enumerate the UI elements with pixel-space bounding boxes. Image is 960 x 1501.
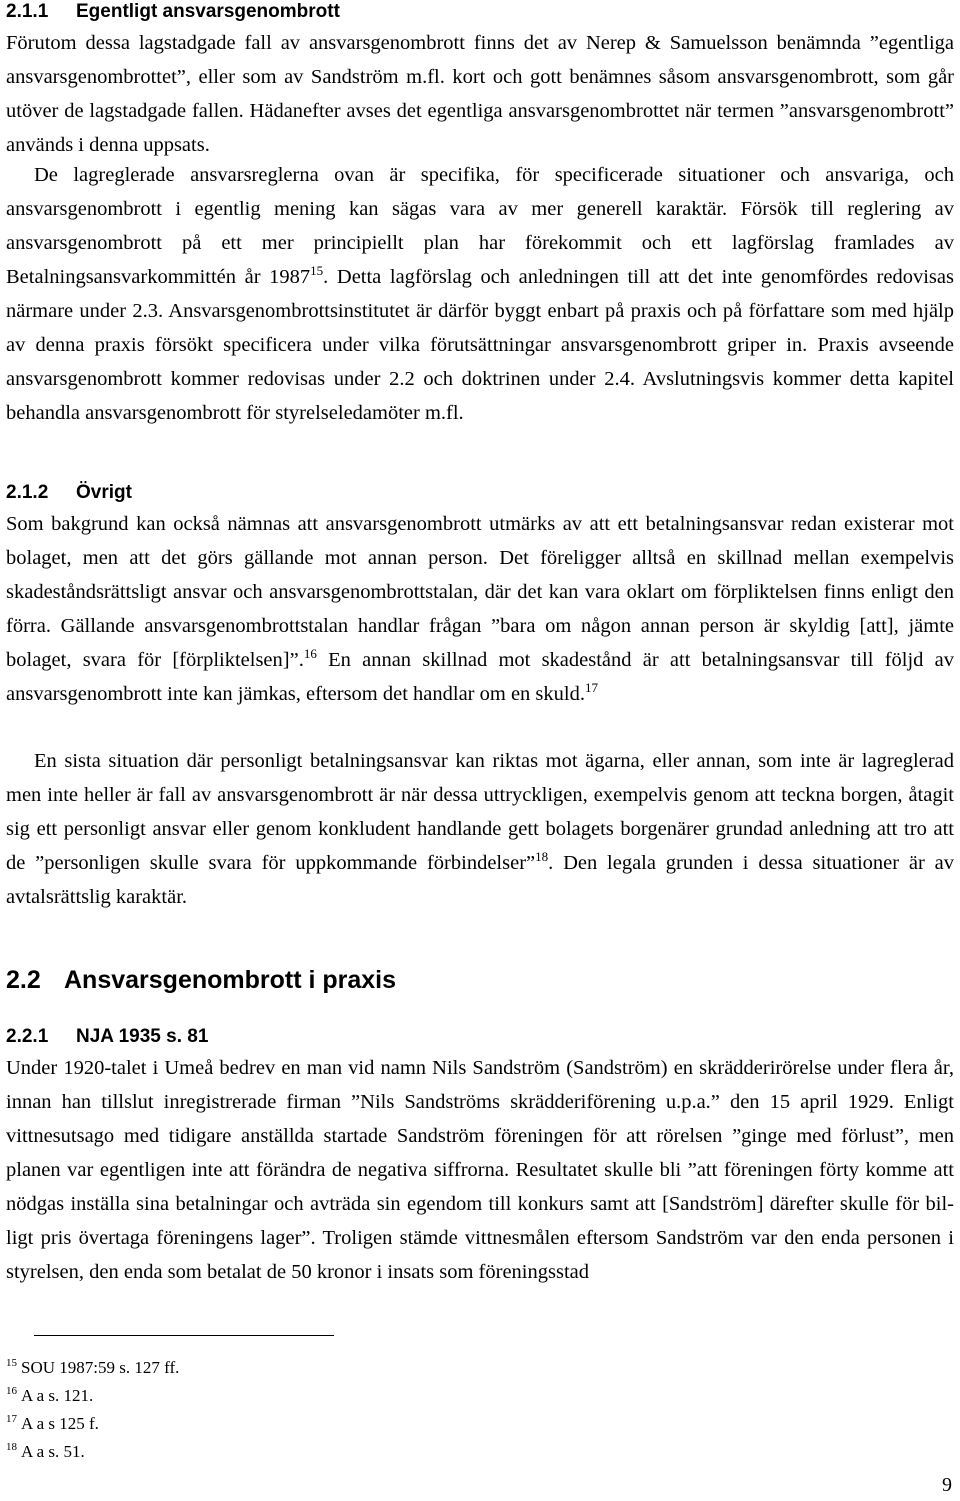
paragraph (6, 744, 954, 914)
section-heading-2-1-2 (6, 481, 132, 505)
section-number: 2.1.2 (6, 482, 49, 503)
paragraph: Förutom dessa lagstadgade fall av ansvarsgenombrott finns det av Nerep & Samuelsson benämnda ”egentliga ansvarsgenombrottet”, eller som av Sandström m.fl. kort och gott benämnes såsom ansvarsgenombrott, som går utöver de lagstadgade fallen. Hädanefter avses det egentliga ansvarsgenombrottet när termen ”ansvarsgenombrott” används i denna uppsats. (6, 32, 954, 156)
footnote-text: A a s. 121. (21, 1386, 94, 1405)
paragraph (6, 507, 954, 711)
footnote-reference[interactable]: 16 (303, 646, 317, 662)
section-title: NJA 1935 s. 81 (76, 1026, 209, 1047)
footnote-number: 15 (6, 1357, 17, 1370)
section-number: 2.2.1 (6, 1026, 49, 1047)
footnote-text: SOU 1987:59 s. 127 ff. (21, 1358, 180, 1377)
footnote (6, 1414, 99, 1434)
section-number: 2.1.1 (6, 1, 49, 22)
section-title: Ansvarsgenombrott i praxis (64, 966, 397, 994)
section-heading-2-2 (6, 965, 396, 995)
section-number: 2.2 (6, 966, 41, 994)
footnote-separator (34, 1335, 334, 1336)
paragraph-text: De lagreglerade ansvarsreglerna ovan är specifika, för specificerade situationer och ansvariga, och ansvarsgenombrott i egentlig mening kan sägas vara av mer generell karaktär. Försök till reglering av ansvarsgenombrott på ett mer principiellt plan har förekommit och ett lagförslag framlades av Betalningsansvarkommittén år 1987 (6, 164, 954, 288)
footnote-reference[interactable]: 17 (584, 680, 598, 696)
paragraph-text: Som bakgrund kan också nämnas att ansvarsgenombrott utmärks av att ett betalningsansvar redan existerar mot bolaget, men att det görs gällande mot annan person. Det föreligger alltså en skillnad mellan exempelvis skadeståndsrättsligt ansvar och ansvarsgenombrottstalan, där det kan vara oklart om förpliktelsen finns enligt den förra. Gällande ansvarsgenombrottstalan handlar frågan ”bara om någon annan person är skyldig [att], jämte bolaget, svara för [förpliktelsen]”. (6, 513, 954, 671)
paragraph (6, 158, 954, 430)
section-title: Övrigt (76, 482, 132, 503)
footnote-number: 16 (6, 1385, 17, 1398)
footnote-number: 18 (6, 1441, 17, 1454)
footnote (6, 1358, 179, 1378)
paragraph: Under 1920-talet i Umeå bedrev en man vid namn Nils Sandström (Sandström) en skrädderirörelse under flera år, innan han tillslut inregistrerade firman ”Nils Sandströms skrädderiförening u.p.a.” den 15 april 1929. Enligt vittnesutsago med tidigare anställda startade Sandström föreningen för att rörelsen ”ginge med förlust”, men planen var egentligen inte att förändra de negativa siffrorna. Resultatet skulle bli ”att föreningen förty komme att nödgas inställa sina betalningar och avträda sin egendom till konkurs samt att [Sandström] därefter skulle för billigt pris övertaga föreningens lager”. Troligen stämde vittnesmålen eftersom Sandström var den enda personen i styrelsen, den enda som betalat de 50 kronor i insats som föreningsstad (6, 1057, 954, 1283)
paragraph-text: En sista situation där personligt betalningsansvar kan riktas mot ägarna, eller annan, som inte är lagreglerad men inte heller är fall av ansvarsgenombrott är när dessa uttryckligen, exempelvis genom att teckna borgen, åtagit sig ett personligt ansvar eller genom konkludent handlande gett bolagets borgenärer grundad anledning att tro att de ”personligen skulle svara för uppkommande förbindelser” (6, 750, 954, 874)
page-number: 9 (942, 1474, 952, 1496)
paragraph-text: En annan skillnad mot skadestånd är att betalningsansvar till följd av ansvarsgenombrott inte kan jämkas, eftersom det handlar om en skuld. (6, 649, 954, 705)
footnote (6, 1386, 93, 1406)
paragraph-text: . Den legala grunden i dessa situationer är av avtalsrättslig karaktär. (6, 852, 954, 908)
section-heading-2-1-1 (6, 0, 340, 24)
footnote-reference[interactable]: 18 (535, 849, 549, 865)
footnote-number: 17 (6, 1413, 17, 1426)
section-title: Egentligt ansvarsgenombrott (76, 1, 340, 22)
footnote (6, 1442, 85, 1462)
footnote-reference[interactable]: 15 (310, 263, 324, 279)
paragraph-text: . Detta lagförslag och anledningen till att det inte genomfördes redovisas närmare under 2.3. Ansvarsgenombrottsinstitutet är därför byggt enbart på praxis och på författare som med hjälp av denna praxis försökt specificera under vilka förutsättningar ansvarsgenombrott griper in. Praxis avseende ansvarsgenombrott kommer redovisas under 2.2 och doktrinen under 2.4. Avslutningsvis kommer detta kapitel behandla ansvarsgenombrott för styrelseledamöter m.fl. (6, 266, 954, 424)
section-heading-2-2-1 (6, 1025, 208, 1049)
footnote-text: A a s 125 f. (21, 1414, 99, 1433)
footnote-text: A a s. 51. (21, 1442, 85, 1461)
